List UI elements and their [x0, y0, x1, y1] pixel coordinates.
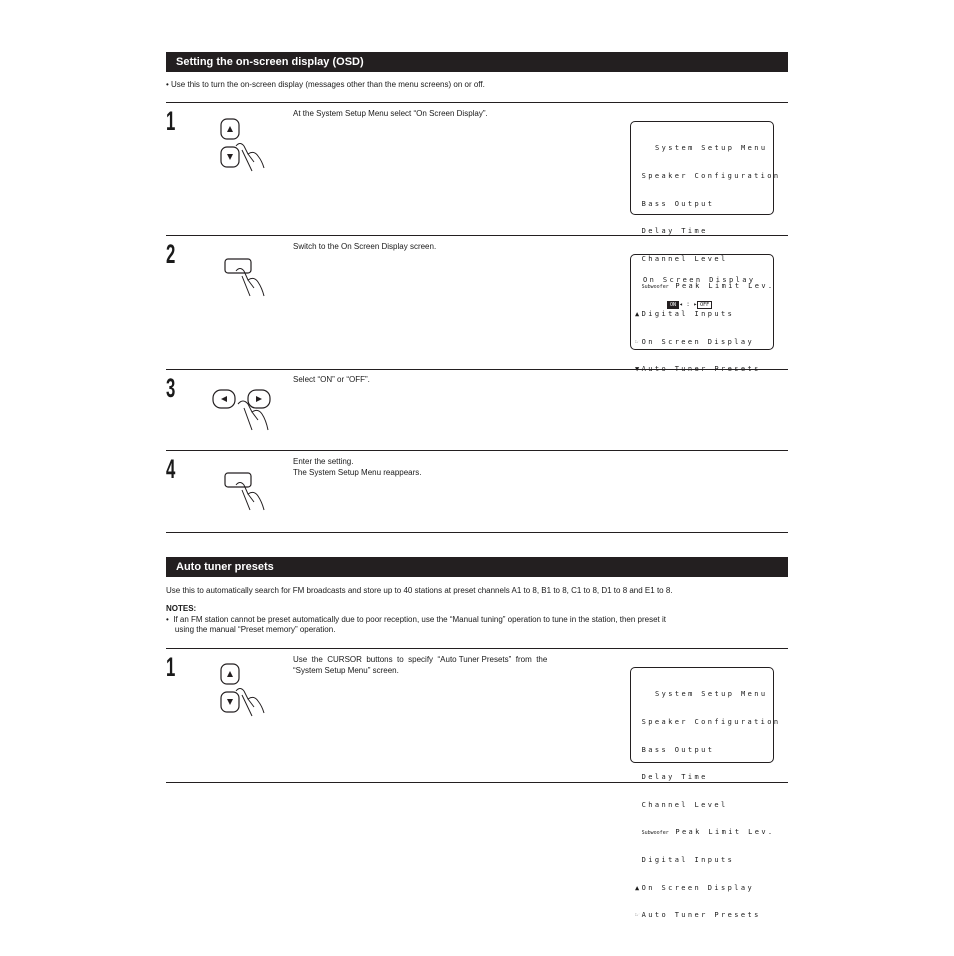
step-text: Use the CURSOR buttons to specify “Auto Tuner Presets” from the	[293, 655, 548, 664]
step-text: Select “ON” or “OFF”.	[293, 375, 370, 384]
menu-item-selected: ☞On Screen Display	[635, 337, 755, 346]
section-title: Setting the on-screen display (OSD)	[176, 56, 364, 68]
divider	[166, 532, 788, 533]
osd-screen-system-setup-menu	[630, 667, 781, 920]
step-text: At the System Setup Menu select “On Screen Display”.	[293, 109, 488, 118]
on-option-selected: ON	[667, 301, 679, 309]
divider	[166, 235, 788, 236]
menu-item-selected: ☞Auto Tuner Presets	[635, 911, 761, 920]
step-text: “System Setup Menu” screen.	[293, 666, 399, 675]
screen-title: System Setup Menu	[655, 690, 768, 699]
step-text: The System Setup Menu reappears.	[293, 468, 422, 477]
menu-item: Speaker Configuration	[641, 718, 781, 726]
tuner-intro: Use this to automatically search for FM broadcasts and store up to 40 stations at preset channels A1 to 8, B1 to 8, C1 to 8, D1 to 8 and E1 to 8.	[166, 586, 673, 595]
menu-item: Digital Inputs	[641, 855, 735, 864]
menu-item: ▲Digital Inputs	[635, 309, 735, 318]
osd-bullet: • Use this to turn the on-screen display (messages other than the menu screens) on or off.	[166, 80, 485, 89]
osd-screen-on-screen-display	[630, 254, 774, 350]
section-header-osd	[166, 52, 788, 72]
option-separator: ◂ : ▸	[679, 301, 698, 308]
section-header-auto-tuner	[166, 557, 788, 577]
notes-title: NOTES:	[166, 604, 197, 613]
menu-item: Bass Output	[641, 745, 715, 754]
menu-item: Channel Level	[641, 254, 728, 263]
step-number: 4	[166, 454, 176, 484]
menu-item: Delay Time	[641, 773, 708, 782]
menu-item: Channel Level	[641, 800, 728, 809]
step-number: 1	[166, 106, 176, 136]
enter-button-icon	[222, 256, 270, 298]
divider	[166, 648, 788, 649]
menu-item: Subwoofer Peak Limit Lev.	[641, 282, 775, 291]
menu-item: ▲On Screen Display	[635, 883, 755, 892]
step-text: Switch to the On Screen Display screen.	[293, 242, 437, 251]
divider	[166, 782, 788, 783]
left-right-cursor-button-icon	[210, 386, 278, 434]
step-number: 3	[166, 373, 176, 403]
note-line: • If an FM station cannot be preset automatically due to poor reception, use the “Manual tuning” operation to tune in the station, then preset it	[166, 615, 666, 624]
step-number: 2	[166, 239, 176, 269]
section-title: Auto tuner presets	[176, 561, 274, 573]
note-line: using the manual “Preset memory” operation.	[166, 625, 336, 634]
menu-item: Bass Output	[641, 199, 715, 208]
up-down-cursor-button-icon	[218, 661, 270, 719]
divider	[166, 369, 788, 370]
menu-item: Subwoofer Peak Limit Lev.	[641, 828, 775, 837]
divider	[166, 102, 788, 103]
step-text: Enter the setting.	[293, 457, 354, 466]
up-down-cursor-button-icon	[218, 116, 270, 174]
menu-item: Delay Time	[641, 227, 708, 236]
screen-title: System Setup Menu	[655, 144, 768, 153]
screen-title: On Screen Display	[643, 276, 756, 284]
enter-button-icon	[222, 470, 270, 512]
step-number: 1	[166, 652, 176, 682]
menu-item: Speaker Configuration	[641, 172, 781, 180]
off-option: OFF	[697, 301, 712, 309]
divider	[166, 450, 788, 451]
